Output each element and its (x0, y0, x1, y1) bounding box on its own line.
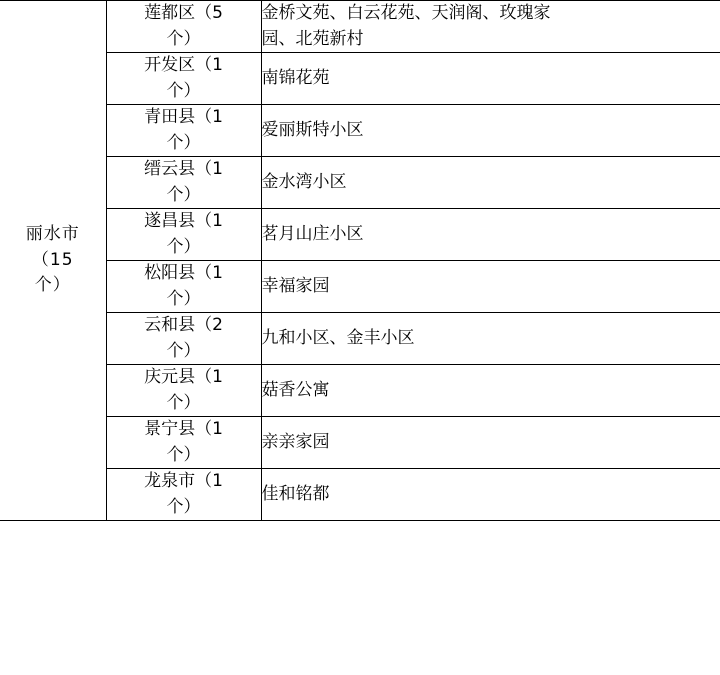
district-label-line-2: 个） (166, 80, 201, 101)
table-row (0, 105, 720, 157)
community-line-1: 金桥文苑、白云花苑、天润阁、玫瑰家 (261, 3, 551, 23)
city-count-line-2: 个） (34, 275, 71, 296)
district-label-line-1: 松阳县（1 (144, 263, 223, 283)
district-cell (106, 313, 261, 365)
community-cell (261, 365, 720, 417)
community-line-1: 菇香公寓 (261, 379, 330, 400)
table-row (0, 1, 720, 53)
city-name-line-1: 丽水市 (25, 224, 80, 245)
table-row (0, 53, 720, 105)
district-label-line-2: 个） (166, 288, 201, 309)
district-label-line-2: 个） (166, 340, 201, 361)
district-cell (106, 157, 261, 209)
district-cell (106, 105, 261, 157)
community-line-1: 佳和铭都 (261, 483, 330, 504)
district-cell (106, 417, 261, 469)
table-row (0, 365, 720, 417)
community-line-1: 亲亲家园 (261, 431, 330, 452)
district-cell (106, 1, 261, 53)
district-cell (106, 365, 261, 417)
table-row (0, 261, 720, 313)
community-cell (261, 261, 720, 313)
community-line-1: 茗月山庄小区 (261, 223, 364, 244)
community-cell (261, 157, 720, 209)
district-label-line-1: 云和县（2 (144, 315, 223, 335)
community-cell (261, 417, 720, 469)
community-cell (261, 469, 720, 521)
district-cell (106, 261, 261, 313)
table-row (0, 469, 720, 521)
table-row (0, 157, 720, 209)
city-cell (0, 1, 106, 521)
table-row (0, 417, 720, 469)
district-label-line-2: 个） (166, 392, 201, 413)
district-label-line-1: 青田县（1 (144, 107, 223, 127)
community-cell (261, 1, 720, 53)
district-label-line-2: 个） (166, 444, 201, 465)
community-line-1: 爱丽斯特小区 (261, 119, 364, 140)
community-cell (261, 53, 720, 105)
district-label-line-1: 景宁县（1 (144, 419, 223, 439)
district-label-line-2: 个） (166, 236, 201, 257)
table-row (0, 313, 720, 365)
district-cell (106, 53, 261, 105)
district-label-line-1: 莲都区（5 (144, 3, 223, 23)
district-label-line-2: 个） (166, 132, 201, 153)
city-count-line-1: （15 (31, 249, 74, 270)
community-cell (261, 313, 720, 365)
district-label-line-2: 个） (166, 184, 201, 205)
district-label-line-1: 遂昌县（1 (144, 211, 223, 231)
district-label-line-1: 开发区（1 (144, 55, 223, 75)
district-label-line-1: 庆元县（1 (144, 367, 223, 387)
table-body (0, 1, 720, 521)
district-label-line-2: 个） (166, 28, 201, 49)
community-cell (261, 105, 720, 157)
community-cell (261, 209, 720, 261)
table-row (0, 209, 720, 261)
community-line-2: 园、北苑新村 (261, 28, 364, 49)
community-line-1: 九和小区、金丰小区 (261, 327, 415, 348)
district-cell (106, 209, 261, 261)
community-line-1: 金水湾小区 (261, 171, 347, 192)
district-label-line-1: 龙泉市（1 (144, 471, 223, 491)
community-line-1: 幸福家园 (261, 275, 330, 296)
district-label-line-2: 个） (166, 496, 201, 517)
district-label-line-1: 缙云县（1 (144, 159, 223, 179)
district-cell (106, 469, 261, 521)
community-line-1: 南锦花苑 (261, 67, 330, 88)
